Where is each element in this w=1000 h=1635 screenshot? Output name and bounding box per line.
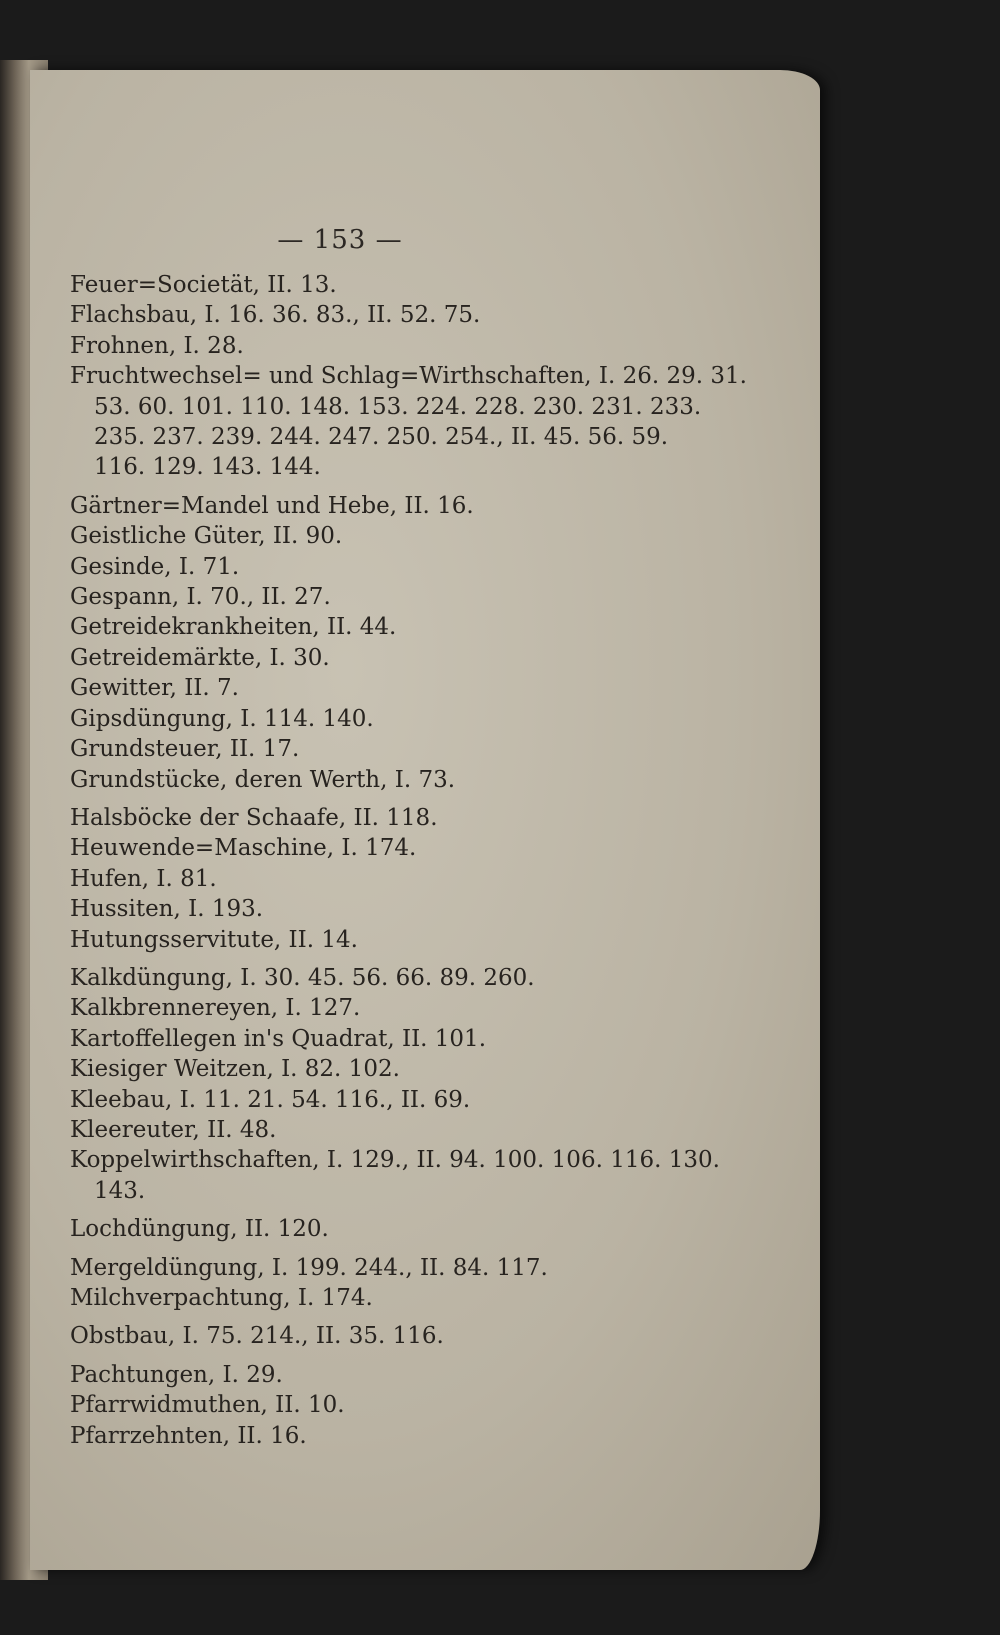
- index-entries: [70, 270, 747, 1451]
- index-entry: Gewitter, II. 7.: [70, 675, 239, 702]
- index-entry: Pfarrwidmuthen, II. 10.: [70, 1392, 345, 1419]
- index-entry: Pachtungen, I. 29.: [70, 1361, 283, 1388]
- index-entry: Getreidemärkte, I. 30.: [70, 644, 330, 671]
- index-entry: Kalkbrennereyen, I. 127.: [70, 995, 361, 1022]
- index-entry: Gespann, I. 70., II. 27.: [70, 584, 331, 611]
- index-entry: Koppelwirthschaften, I. 129., II. 94. 100. 106. 116. 130.: [70, 1147, 720, 1174]
- index-entry: Geistliche Güter, II. 90.: [70, 523, 343, 550]
- index-entry: Grundstücke, deren Werth, I. 73.: [70, 766, 456, 793]
- index-entry: Heuwende=Maschine, I. 174.: [70, 835, 417, 862]
- index-entry-continuation: 116. 129. 143. 144.: [94, 454, 321, 481]
- page-number: — 153 —: [277, 225, 403, 255]
- index-entry: Kartoffellegen in's Quadrat, II. 101.: [70, 1025, 486, 1052]
- index-entry: Gipsdüngung, I. 114. 140.: [70, 705, 374, 732]
- index-entry: Kleereuter, II. 48.: [70, 1116, 277, 1143]
- index-entry: Hussiten, I. 193.: [70, 896, 264, 923]
- index-entry: Obstbau, I. 75. 214., II. 35. 116.: [70, 1323, 444, 1350]
- index-entry-continuation: 53. 60. 101. 110. 148. 153. 224. 228. 230. 231. 233.: [94, 393, 702, 420]
- index-entry: Hufen, I. 81.: [70, 865, 217, 892]
- index-entry: Halsböcke der Schaafe, II. 118.: [70, 804, 438, 831]
- index-entry: Kleebau, I. 11. 21. 54. 116., II. 69.: [70, 1086, 471, 1113]
- index-entry: Mergeldüngung, I. 199. 244., II. 84. 117.: [70, 1254, 548, 1281]
- index-entry: Hutungsservitute, II. 14.: [70, 926, 358, 953]
- index-entry: Kalkdüngung, I. 30. 45. 56. 66. 89. 260.: [70, 964, 535, 991]
- index-entry: Frohnen, I. 28.: [70, 332, 244, 359]
- index-entry: Gärtner=Mandel und Hebe, II. 16.: [70, 492, 474, 519]
- index-entry: Kiesiger Weitzen, I. 82. 102.: [70, 1056, 400, 1083]
- index-entry: Fruchtwechsel= und Schlag=Wirthschaften, I. 26. 29. 31.: [70, 363, 747, 390]
- index-entry: Gesinde, I. 71.: [70, 553, 240, 580]
- index-entry: Milchverpachtung, I. 174.: [70, 1285, 373, 1311]
- index-entry: Getreidekrankheiten, II. 44.: [70, 614, 397, 641]
- index-entry-continuation: 143.: [94, 1177, 146, 1204]
- index-entry: Flachsbau, I. 16. 36. 83., II. 52. 75.: [70, 302, 481, 329]
- index-entry: Feuer=Societät, II. 13.: [70, 272, 337, 298]
- index-entry: Lochdüngung, II. 120.: [70, 1216, 329, 1243]
- index-entry: Pfarrzehnten, II. 16.: [70, 1422, 307, 1449]
- index-entry-continuation: 235. 237. 239. 244. 247. 250. 254., II. 45. 56. 59.: [94, 424, 669, 451]
- index-entry: Grundsteuer, II. 17.: [70, 736, 300, 763]
